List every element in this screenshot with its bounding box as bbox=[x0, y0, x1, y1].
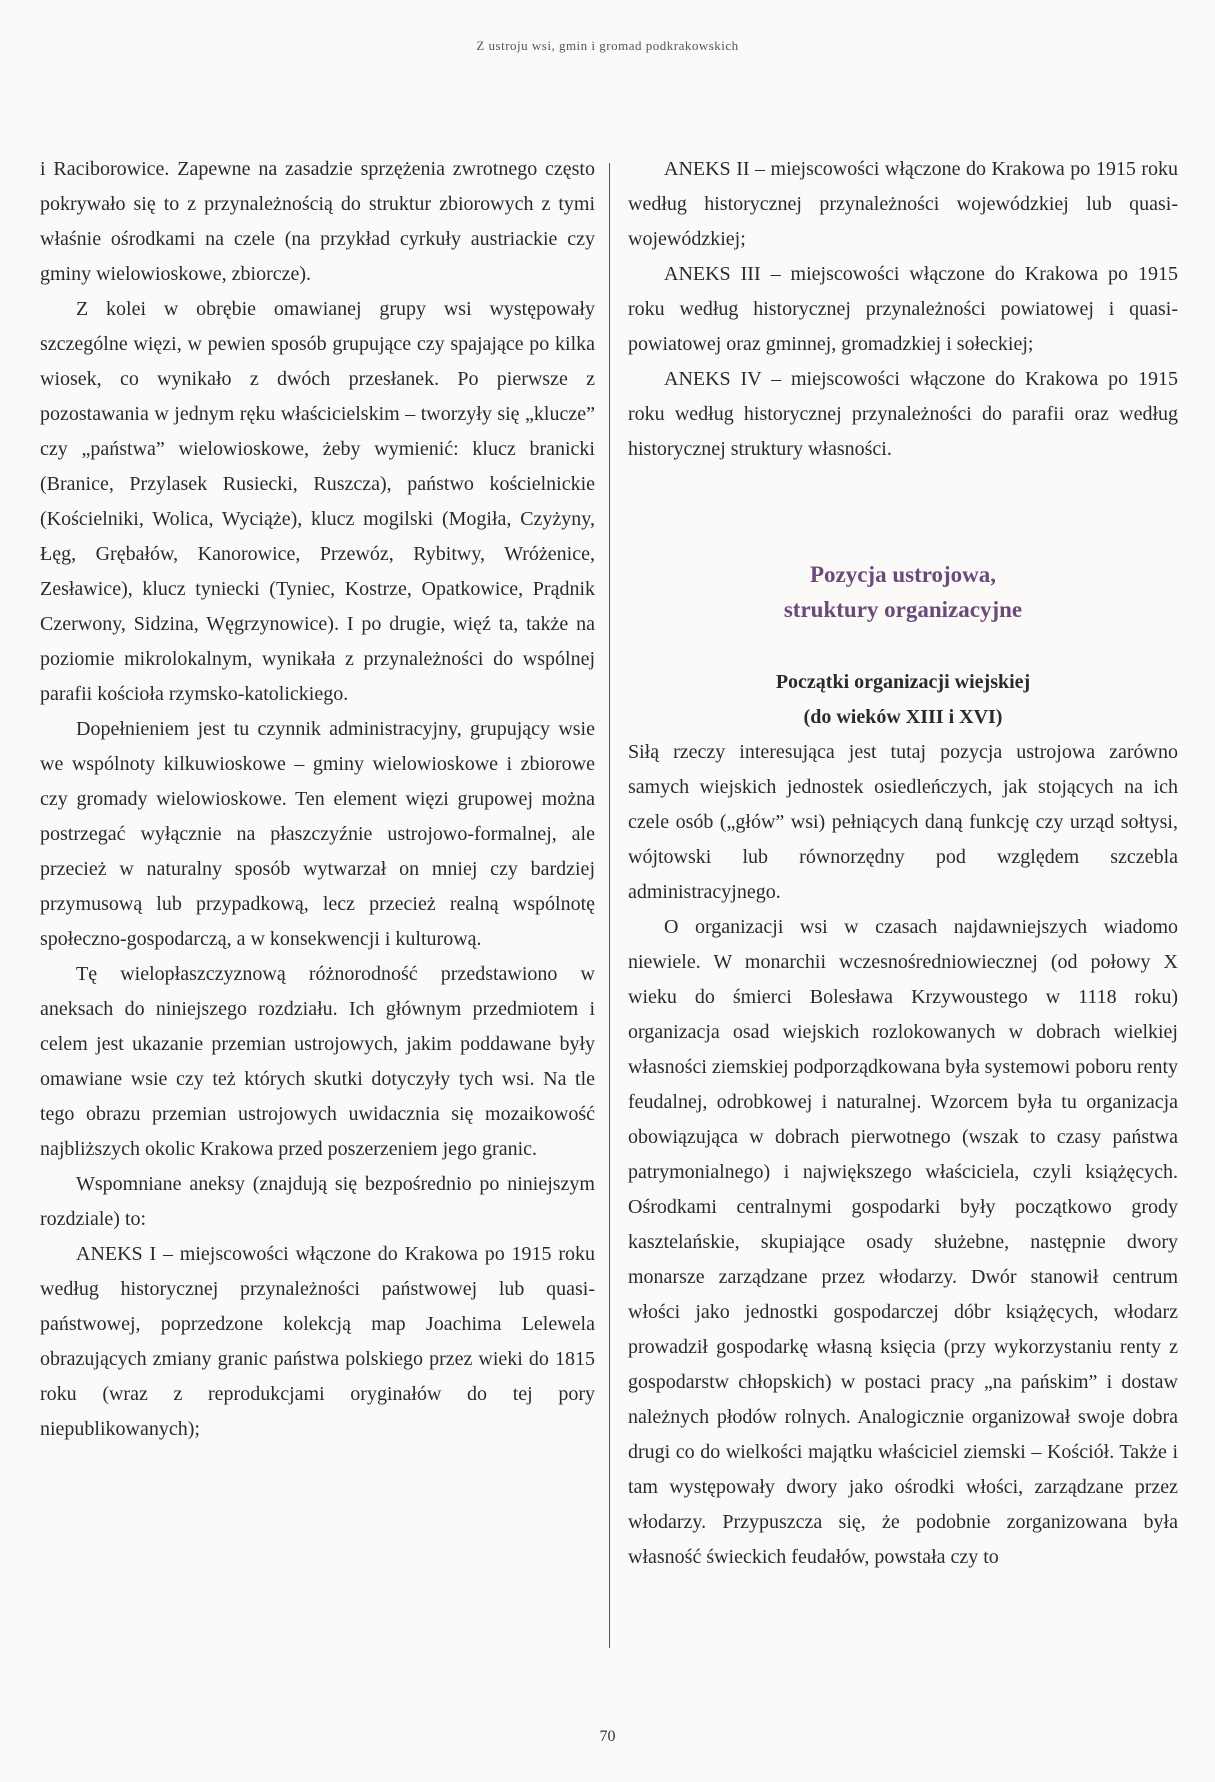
annex-item: ANEKS III – miejscowości włączone do Krakowa po 1915 roku według historycznej przynależności powiatowej i quasi-powiatowej oraz gminnej, gromadzkiej i sołeckiej; bbox=[628, 263, 1178, 355]
paragraph: Dopełnieniem jest tu czynnik administracyjny, grupujący wsie we wspólnoty kilkuwioskowe – gminy wielowioskowe i zbiorowe czy gromady wielowioskowe. Ten element więzi grupowej można postrzegać wyłącznie na płaszczyźnie ustrojowo-formalnej, ale przecież w naturalny sposób wytwarzał on mniej czy bardziej przymusową lub przypadkową, lecz przecież realną wspólnotę społeczno-gospodarczą, a w konsekwencji i kulturową. bbox=[40, 718, 595, 950]
paragraph: i Raciborowice. Zapewne na zasadzie sprzężenia zwrotnego często pokrywało się to z przynależnością do struktur zbiorowych z tymi właśnie ośrodkami na czele (na przykład cyrkuły austriackie czy gminy wielowioskowe, zbiorcze). bbox=[40, 158, 595, 285]
subheading bbox=[628, 665, 1178, 735]
left-column bbox=[40, 152, 595, 1447]
section-heading-line: struktury organizacyjne bbox=[783, 597, 1023, 622]
column-divider bbox=[609, 163, 610, 1648]
annex-item: ANEKS IV – miejscowości włączone do Krakowa po 1915 roku według historycznej przynależności do parafii oraz według historycznej struktury własności. bbox=[628, 368, 1178, 460]
running-header: Z ustroju wsi, gmin i gromad podkrakowskich bbox=[476, 38, 739, 53]
annex-item: ANEKS II – miejscowości włączone do Krakowa po 1915 roku według historycznej przynależności wojewódzkiej lub quasi-wojewódzkiej; bbox=[628, 158, 1178, 250]
page-number: 70 bbox=[599, 1728, 616, 1745]
section-heading bbox=[628, 557, 1178, 627]
right-column bbox=[628, 152, 1178, 1575]
paragraph: Z kolei w obrębie omawianej grupy wsi występowały szczególne więzi, w pewien sposób grupujące czy spajające po kilka wiosek, co wynikało z dwóch przesłanek. Po pierwsze z pozostawania w jednym ręku właścicielskim – tworzyły się „klucze” czy „państwa” wielowioskowe, żeby wymienić: klucz branicki (Branice, Przylasek Rusiecki, Ruszcza), państwo kościelnickie (Kościelniki, Wolica, Wyciąże), klucz mogilski (Mogiła, Czyżyny, Łęg, Grębałów, Kanorowice, Przewóz, Rybitwy, Wróżenice, Zesławice), klucz tyniecki (Tyniec, Kostrze, Opatkowice, Prądnik Czerwony, Sidzina, Węgrzynowice). I po drugie, więź ta, także na poziomie mikrolokalnym, wynikała z przynależności do wspólnej parafii kościoła rzymsko-katolickiego. bbox=[40, 298, 595, 705]
section-heading-line: Pozycja ustrojowa, bbox=[809, 562, 997, 587]
paragraph: Siłą rzeczy interesująca jest tutaj pozycja ustrojowa zarówno samych wiejskich jednostek osiedleńczych, jak stojących na ich czele osób („głów” wsi) pełniących daną funkcję czy urząd sołtysi, wójtowski lub równorzędny pod względem szczebla administracyjnego. bbox=[628, 741, 1178, 903]
subheading-line: (do wieków XIII i XVI) bbox=[803, 706, 1003, 728]
paragraph: Tę wielopłaszczyznową różnorodność przedstawiono w aneksach do niniejszego rozdziału. Ich głównym przedmiotem i celem jest ukazanie przemian ustrojowych, jakim poddawane były omawiane wsie czy też których skutki dotyczyły tych wsi. Na tle tego obrazu przemian ustrojowych uwidacznia się mozaikowość najbliższych okolic Krakowa przed poszerzeniem jego granic. bbox=[40, 963, 595, 1160]
paragraph: Wspomniane aneksy (znajdują się bezpośrednio po niniejszym rozdziale) to: bbox=[40, 1173, 595, 1230]
paragraph: O organizacji wsi w czasach najdawniejszych wiadomo niewiele. W monarchii wczesnośredniowiecznej (od połowy X wieku do śmierci Bolesława Krzywoustego w 1118 roku) organizacja osad wiejskich rozlokowanych w dobrach wielkiej własności ziemskiej podporządkowana była systemowi poboru renty feudalnej, odrobkowej i naturalnej. Wzorcem była tu organizacja obowiązująca w dobrach pierwotnego (wszak to czasy państwa patrymonialnego) i największego właściciela, czyli książęcych. Ośrodkami centralnymi gospodarki były początkowo grody kasztelańskie, skupiające osady służebne, następnie dwory monarsze zarządzane przez włodarzy. Dwór stanowił centrum włości jako jednostki gospodarczej dóbr książęcych, włodarz prowadził gospodarkę własną księcia (przy wykorzystaniu renty z gospodarstw chłopskich) w postaci pracy „na pańskim” i dostaw należnych płodów rolnych. Analogicznie organizował swoje dobra drugi co do wielkości majątku właściciel ziemski – Kościół. Także i tam występowały dwory jako ośrodki włości, zarządzane przez włodarzy. Przypuszcza się, że podobnie zorganizowana była własność świeckich feudałów, powstała czy to bbox=[628, 916, 1178, 1568]
annex-item: ANEKS I – miejscowości włączone do Krakowa po 1915 roku według historycznej przynależności państwowej lub quasi-państwowej, poprzedzone kolekcją map Joachima Lelewela obrazujących zmiany granic państwa polskiego przez wieki do 1815 roku (wraz z reprodukcjami oryginałów do tej pory niepublikowanych); bbox=[40, 1243, 595, 1440]
subheading-line: Początki organizacji wiejskiej bbox=[775, 671, 1031, 693]
